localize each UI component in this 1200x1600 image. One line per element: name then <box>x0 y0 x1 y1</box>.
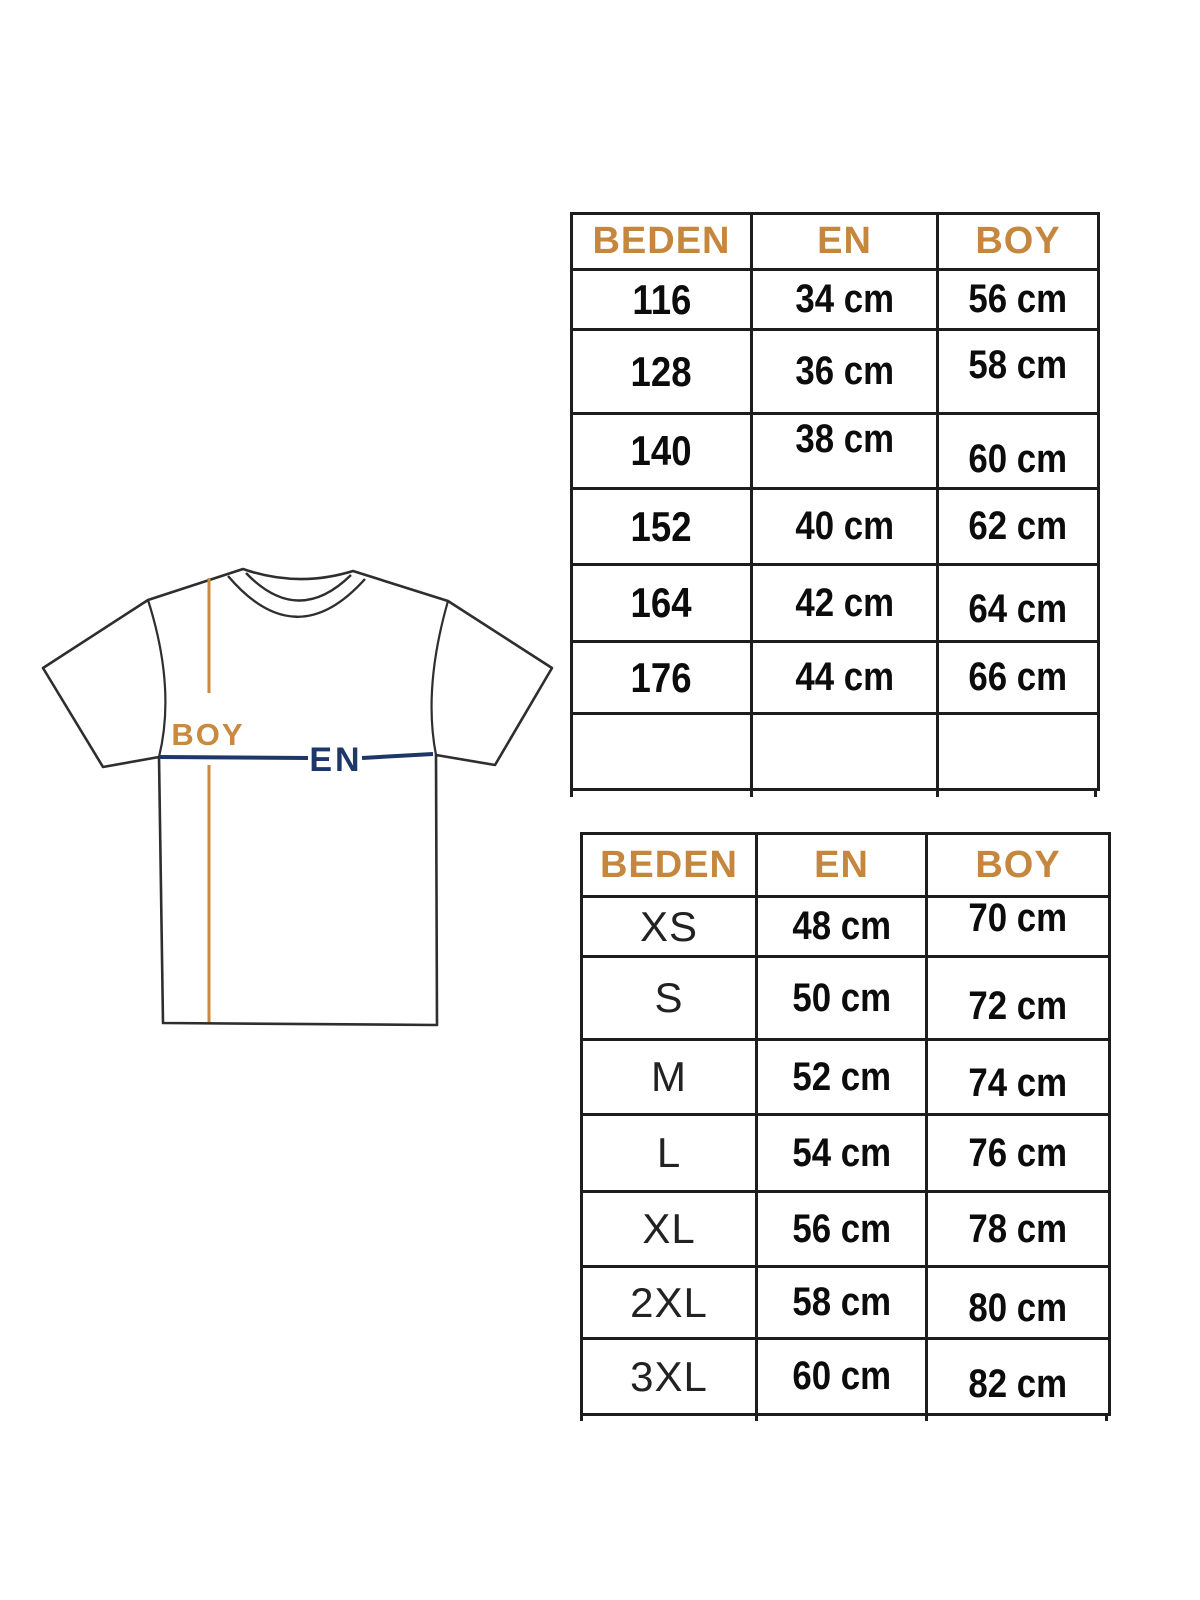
length-cell: 60 cm <box>968 436 1068 481</box>
length-cell: 74 cm <box>968 1060 1068 1105</box>
width-cell: 54 cm <box>792 1130 891 1175</box>
length-cell: 66 cm <box>968 655 1068 699</box>
gridline-stub <box>925 1414 928 1421</box>
width-cell: 40 cm <box>795 504 894 548</box>
length-cell: 64 cm <box>968 586 1068 631</box>
size-cell: 116 <box>632 275 691 323</box>
gridline-stub <box>755 1414 758 1421</box>
table-row <box>582 1040 1110 1115</box>
column-header-boy: BOY <box>975 843 1061 886</box>
table-header-row <box>582 834 1110 897</box>
table-row <box>572 270 1099 330</box>
width-cell: 58 cm <box>792 1280 891 1324</box>
table-row <box>582 1267 1110 1339</box>
boy-measure-label: BOY <box>171 717 245 752</box>
width-cell: 36 cm <box>795 349 894 393</box>
length-cell: 70 cm <box>968 896 1068 940</box>
table-row <box>582 1339 1110 1415</box>
size-cell: 140 <box>631 427 692 474</box>
tshirt-diagram <box>0 540 600 1040</box>
table-row <box>572 565 1099 642</box>
size-cell: 176 <box>631 653 692 701</box>
tshirt-outline <box>43 569 552 1025</box>
size-cell: 3XL <box>630 1352 708 1400</box>
table-header-row <box>572 214 1099 270</box>
size-cell: S <box>654 974 684 1021</box>
column-header-en: EN <box>814 843 869 886</box>
en-measure-label: EN <box>309 741 363 779</box>
length-cell: 56 cm <box>968 277 1068 321</box>
length-cell: 82 cm <box>968 1362 1068 1406</box>
width-cell: 34 cm <box>795 277 894 321</box>
table-row <box>572 330 1099 414</box>
gridline-stub <box>1105 1414 1108 1421</box>
column-header-en: EN <box>817 220 872 262</box>
table-row <box>582 957 1110 1040</box>
length-cell: 80 cm <box>968 1286 1068 1330</box>
kids-size-table <box>570 212 1100 791</box>
table-row <box>572 414 1099 489</box>
width-cell: 42 cm <box>795 580 894 625</box>
size-cell: 2XL <box>630 1278 708 1326</box>
width-cell: 38 cm <box>795 416 894 461</box>
width-cell: 50 cm <box>792 975 891 1020</box>
size-cell: M <box>651 1053 687 1100</box>
length-cell: 62 cm <box>968 504 1068 548</box>
length-cell: 78 cm <box>968 1206 1068 1251</box>
length-cell: 76 cm <box>968 1130 1068 1175</box>
gridline-stub <box>580 1414 583 1421</box>
size-cell: XS <box>639 902 699 950</box>
column-header-beden: BEDEN <box>599 843 739 886</box>
length-cell: 72 cm <box>968 983 1068 1028</box>
table-row <box>582 1115 1110 1192</box>
table-row <box>582 897 1110 957</box>
width-cell: 60 cm <box>792 1354 891 1398</box>
size-cell: L <box>656 1129 682 1176</box>
size-cell: 164 <box>631 579 692 626</box>
width-cell: 48 cm <box>792 904 891 948</box>
gridline-stub <box>936 789 939 797</box>
column-header-beden: BEDEN <box>592 220 731 262</box>
gridline-stub <box>1094 789 1097 797</box>
width-cell: 56 cm <box>792 1206 891 1251</box>
table-row-empty <box>572 714 1099 790</box>
gridline-stub <box>750 789 753 797</box>
gridline-stub <box>570 789 573 797</box>
table-row <box>582 1192 1110 1267</box>
size-cell: 128 <box>631 347 692 395</box>
width-cell: 52 cm <box>792 1054 891 1099</box>
adult-size-table <box>580 832 1111 1416</box>
width-cell: 44 cm <box>795 655 894 699</box>
size-cell: XL <box>642 1205 696 1252</box>
table-row <box>572 489 1099 565</box>
size-cell: 152 <box>631 502 692 550</box>
table-row <box>572 642 1099 714</box>
column-header-boy: BOY <box>975 220 1061 262</box>
length-cell: 58 cm <box>968 343 1068 387</box>
